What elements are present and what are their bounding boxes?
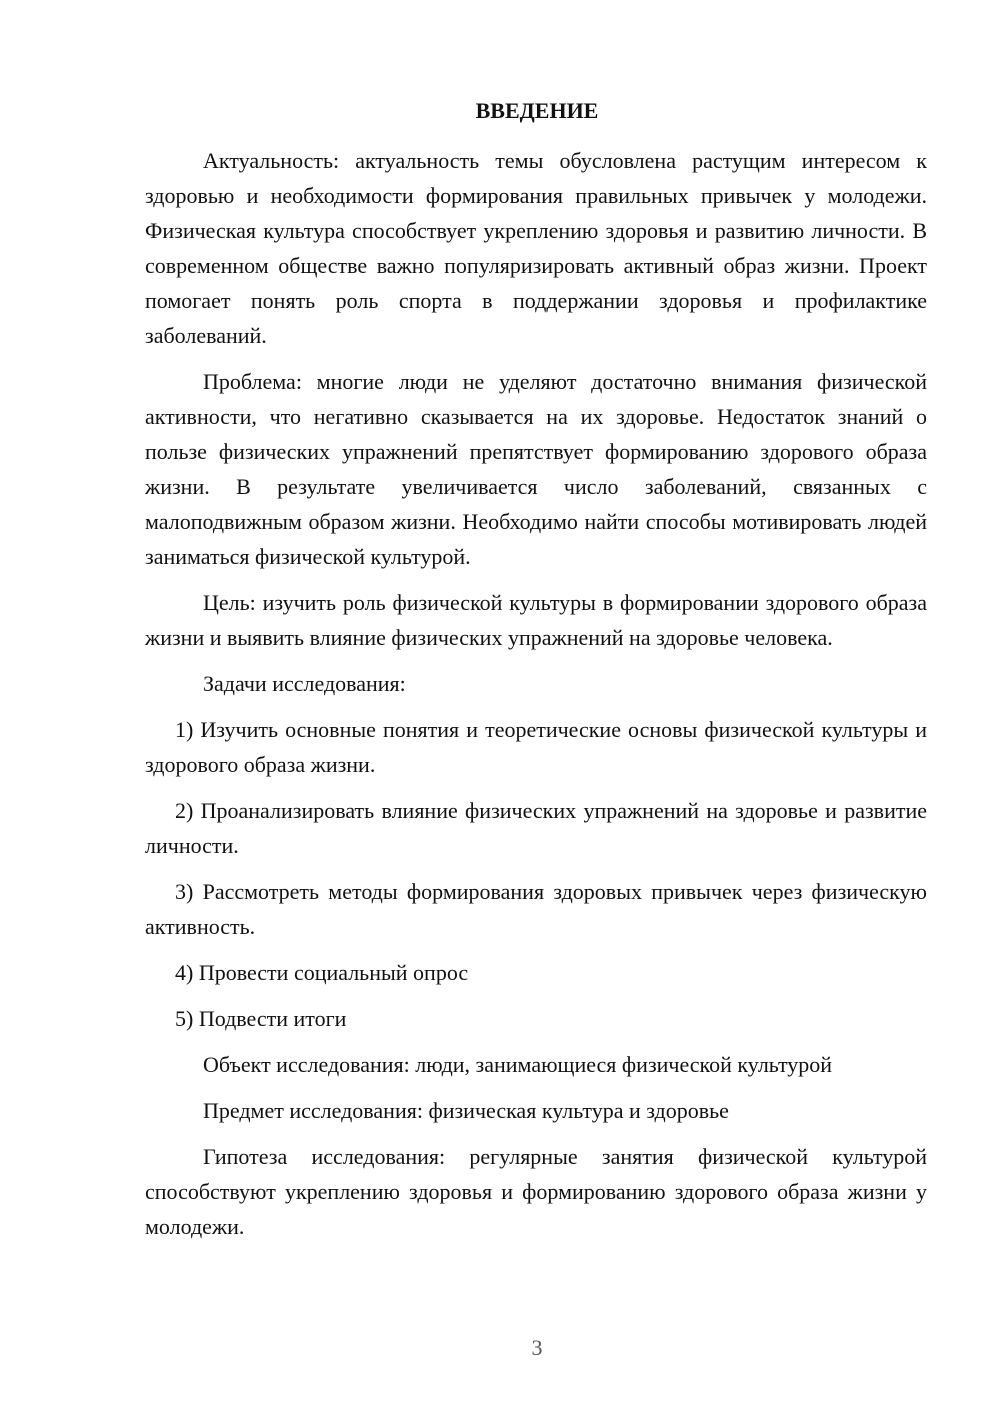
task-item-5: 5) Подвести итоги [175,1006,347,1031]
task-item-4: 4) Провести социальный опрос [175,960,469,985]
research-object-paragraph: Объект исследования: люди, занимающиеся физической культурой [203,1052,833,1077]
tasks-heading: Задачи исследования: [203,671,406,696]
task-item-2: 2) Проанализировать влияние физических упражнений на здоровье и развитие личности. [145,798,927,858]
page-number: 3 [531,1335,543,1360]
goal-paragraph: Цель: изучить роль физической культуры в формировании здорового образа жизни и выявить влияние физических упражнений на здоровье человека. [145,590,927,650]
research-hypothesis-paragraph: Гипотеза исследования: регулярные занятия физической культурой способствуют укреплению здоровья и формированию здорового образа жизни у молодежи. [145,1144,927,1239]
page-title: ВВЕДЕНИЕ [475,98,599,123]
task-item-3: 3) Рассмотреть методы формирования здоровых привычек через физическую активность. [145,879,927,939]
problem-paragraph: Проблема: многие люди не уделяют достаточно внимания физической активности, что негативно сказывается на их здоровье. Недостаток знаний о пользе физических упражнений препятствует формированию здорового образа жизни. В результате увеличивается число заболеваний, связанных с малоподвижным образом жизни. Необходимо найти способы мотивировать людей заниматься физической культурой. [145,369,927,569]
task-item-1: 1) Изучить основные понятия и теоретические основы физической культуры и здорового образа жизни. [145,717,927,777]
relevance-paragraph: Актуальность: актуальность темы обусловлена растущим интересом к здоровью и необходимости формирования правильных привычек у молодежи. Физическая культура способствует укреплению здоровья и развитию личности. В современном обществе важно популяризировать активный образ жизни. Проект помогает понять роль спорта в поддержании здоровья и профилактике заболеваний. [145,148,927,348]
page-content [145,143,927,1255]
research-subject-paragraph: Предмет исследования: физическая культура и здоровье [203,1098,729,1123]
